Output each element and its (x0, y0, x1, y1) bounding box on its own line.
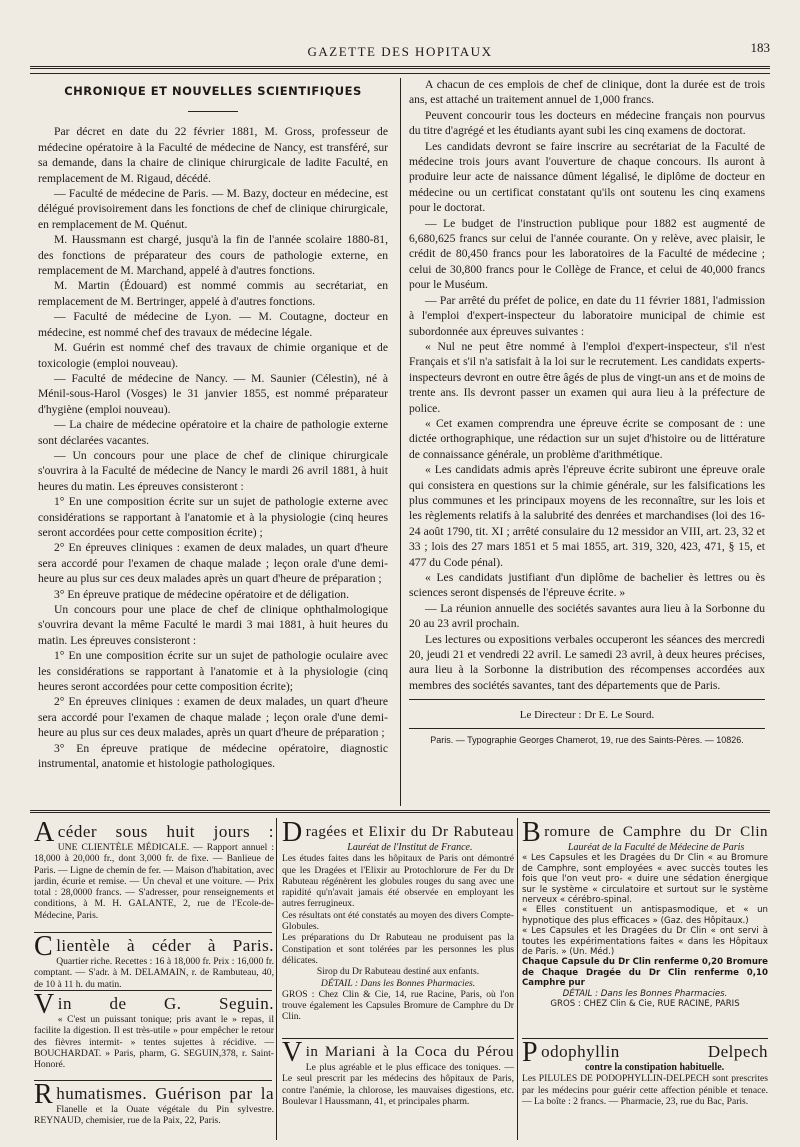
director-rule (409, 699, 765, 700)
paragraph: — Un concours pour une place de chef de clinique chirurgicale s'ouvrira à la Faculté de médecine de Nancy le mardi 26 avril 1881, à huit heures du matin. Les épreuves consisteront : (38, 448, 388, 493)
paragraph: 2° En épreuves cliniques : examen de deux malades, un quart d'heure sera accordé pour l'examen de chaque malade ; leçon orale d'une demi-heure au plus sur ces deux malades après un quart d'heure de préparation ; (38, 541, 388, 586)
paragraph: Peuvent concourir tous les docteurs en médecine français non pourvus du titre d'agrégé et les étudiants ayant subi les cinq examens de doctorat. (409, 108, 765, 138)
ad-headline: odophyllin Delpech (541, 1042, 768, 1061)
ad-detail: DÉTAIL : Dans les Bonnes Pharmacies. (320, 977, 476, 989)
ad-rabuteau (282, 822, 514, 1036)
chronique-right-column (409, 77, 765, 748)
ad-clientele-paris (34, 936, 274, 988)
paragraph: — Faculté de médecine de Nancy. — M. Saunier (Célestin), né à Ménil-sous-Harol (Vosges) le 31 janvier 1855, est nommé préparateur d'hygiène (emploi nouveau). (38, 371, 388, 416)
ad-headline: romure de Camphre du Dr Clin (544, 824, 768, 840)
ad-headline: ragées et Elixir du Dr Rabuteau (305, 824, 514, 840)
ad-podophyllin (522, 1042, 768, 1142)
paragraph: 1° En une composition écrite sur un sujet de pathologie externe avec considérations se rapportant à l'anatomie et à la physiologie (cinq heures seront accordées pour cette composition écrite) ; (38, 495, 388, 539)
paragraph: « Les candidats justifiant d'un diplôme de bachelier ès lettres ou ès sciences seront dispensés de l'épreuve écrite. » (409, 571, 765, 600)
paragraph: « Les candidats admis après l'épreuve écrite subiront une épreuve orale qui consistera en questions sur la chimie générale, sur les falsifications les plus communes et les principaux moyens de les reconnaître, sur les lois et les règlements relatifs à la salubrité des denrées et marchandises (loi des 16-24 août 1790, tit. XI ; arrêté consulaire du 12 messidor an VIII, art. 23, 32 et 33 ; lois des 27 mars 1851 et 5 mai 1855, art. 319, 320, 423, 471, § 15, et 477 du Code pénal). (409, 463, 765, 569)
ad-ceder-clientele (34, 822, 274, 930)
ad-initial: B (522, 822, 542, 848)
paragraph: — Faculté de médecine de Paris. — M. Bazy, docteur en médecine, est délégué provisoirement dans les fonctions de chef de clinique chirurgicale, en remplacement de M. Quénut. (38, 187, 388, 231)
ad-body-2: « Elles constituent un antispasmodique, et « un hypnotique des plus efficaces » (Gaz. des Hôpitaux.) (522, 905, 768, 926)
paragraph: Les lectures ou expositions verbales occuperont les séances des mercredi 20, jeudi 21 et vendredi 22 avril. Le samedi 23 avril, à deux heures précises, aura lieu à la Sorbonne la distribution des récompenses accordées aux membres des sociétés savantes, tant des départements que de Paris. (409, 632, 765, 692)
ad-sep (282, 1038, 514, 1039)
paragraph: M. Guérin est nommé chef des travaux de chimie organique et de toxicologie (emploi nouveau). (38, 341, 388, 370)
paragraph: — La réunion annuelle des sociétés savantes aura lieu à la Sorbonne du 20 au 23 avril prochain. (409, 601, 765, 631)
ad-sep (34, 932, 272, 933)
ad-body: Les PILULES DE PODOPHYLLIN-DELPECH sont prescrites par les médecins pour guérir cette affection pénible et tenace. — La boîte : 2 francs. — Pharmacie, 23, rue du Bac, Paris. (522, 1073, 768, 1107)
paragraph: M. Haussmann est chargé, jusqu'à la fin de l'année scolaire 1880-81, des fonctions de préparateur des cours de pathologie externe, en remplacement de M. Marchand, appelé à d'autres fonctions. (38, 233, 388, 278)
header-rule-thin (30, 73, 770, 74)
header-rule (30, 66, 770, 69)
ad-initial: R (34, 1084, 54, 1110)
ad-body: Le plus agréable et le plus efficace des toniques. — Le seul prescrit par les médecins des hôpitaux de Paris, contre l'anémie, la chlorose, les mauvaises digestions, etc. Boulevar l Haussmann, 41, et principales pharm. (282, 1062, 514, 1107)
right-paragraphs (409, 77, 765, 693)
ad-body: Quartier riche. Recettes : 16 à 18,000 fr. Prix : 16,000 fr. comptant. — S'adr. à M. DELAMAIN, r. de Rambuteau, 40, de 10 à 11 h. du matin. (34, 956, 274, 988)
ad-initial: A (34, 822, 55, 848)
paragraph: — La chaire de médecine opératoire et la chaire de pathologie externe sont déclarées vacantes. (38, 418, 388, 447)
ad-vin-seguin (34, 994, 274, 1076)
paragraph: Les candidats devront se faire inscrire au secrétariat de la Faculté de médecine trois jours avant l'ouverture de chaque concours. Ils auront à produire leur acte de naissance dûment légalisé, le diplôme de docteur en médecine ou un certificat constatant qu'ils ont soutenu les cinq examens pour le doctorat. (409, 139, 765, 215)
chronique-left-column (38, 84, 388, 771)
chronique-title: CHRONIQUE ET NOUVELLES SCIENTIFIQUES (64, 84, 362, 98)
paragraph: « Cet examen comprendra une épreuve écrite se composant de : une dictée orthographique, une rédaction sur un sujet d'histoire ou de littérature de connaissance générale, un problème d'arithmétique. (409, 416, 765, 461)
director-line: Le Directeur : Dr E. Le Sourd. (519, 709, 655, 722)
ad-headline: lientèle à céder à Paris. (56, 936, 274, 955)
ads-top-rule (30, 810, 770, 813)
ad-headline: in de G. Seguin. (57, 994, 274, 1013)
left-paragraphs (38, 124, 388, 771)
paragraph: 2° En épreuves cliniques : examen de deux malades, un quart d'heure sera accordé pour l'examen de chaque malade ; leçon orale d'une demi-heure au plus sur ces deux malades, après un quart d'heure de préparation ; (38, 695, 388, 740)
ad-body-2: Ces résultats ont été constatés au moyen des divers Compte-Globules. (282, 909, 514, 933)
ad-sep (34, 990, 272, 991)
paragraph: — Par arrêté du préfet de police, en date du 11 février 1881, l'admission à l'emploi d'expert-inspecteur du laboratoire municipal de chimie est subordonnée aux épreuves suivantes : (409, 293, 765, 338)
journal-title: GAZETTE DES HOPITAUX (307, 44, 493, 59)
printer-rule (409, 728, 765, 729)
paragraph: M. Martin (Édouard) est nommé commis au secrétariat, en remplacement de M. Bertringer, appelé à d'autres fonctions. (38, 279, 388, 308)
ad-subtitle: Lauréat de l'Institut de France. (347, 842, 473, 853)
column-divider (400, 78, 401, 806)
ad-initial: P (522, 1042, 539, 1068)
title-rule (188, 111, 238, 112)
ad-body-4: Sirop du Dr Rabuteau destiné aux enfants. (316, 966, 480, 978)
ad-headline: in Mariani à la Coca du Pérou (305, 1044, 514, 1060)
paragraph: Par décret en date du 22 février 1881, M. Gross, professeur de médecine opératoire à la Faculté de médecine de Nancy, est transféré, sur sa demande, dans la chaire de clinique chirurgicale de ladite Faculté, en remplacement de M. Rigaud, décédé. (38, 125, 388, 185)
ad-headline: humatismes. Guérison par la (56, 1084, 274, 1103)
ad-subtitle: contre la constipation habituelle. (584, 1062, 725, 1073)
ad-gros: GROS : CHEZ Clin & Cie, RUE RACINE, PARIS (550, 998, 740, 1009)
ad-gros: GROS : Chez Clin & Cie, 14, rue Racine, Paris, où l'on trouve également les Capsules Bromure de Camphre du Dr Clin. (282, 988, 514, 1023)
paragraph: Un concours pour une place de chef de clinique ophthalmologique s'ouvrira devant la même Faculté le mardi 3 mai 1881, à huit heures du matin. Les épreuves consisteront : (38, 603, 388, 647)
ad-body: Les études faites dans les hôpitaux de Paris ont démontré que les Dragées et l'Elixir au Protochlorure de Fer du Dr Rabuteau régénèrent les globules rouges du sang avec une rapidité qu'n'avait jamais été observée en employant les autres ferrugineux. (282, 853, 514, 910)
ad-sep (34, 1080, 272, 1081)
ad-initial: D (282, 822, 303, 848)
paragraph: — Le budget de l'instruction publique pour 1882 est augmenté de 6,680,625 francs sur celui de l'année courante. On y relève, avec plaisir, le crédit de 80,450 francs pour les laboratoires de la Faculté de médecine ; celui de 30,800 francs pour le Collège de France, et celui de 40,000 francs pour le Muséum. (409, 216, 765, 292)
ad-body: Flanelle et la Ouate végétale du Pin sylvestre. REYNAUD, chemisier, rue de la Paix, 22, Paris. (34, 1104, 274, 1127)
page-number: 183 (750, 40, 770, 55)
ads-divider-2 (517, 818, 518, 1140)
ad-initial: V (282, 1042, 303, 1068)
paragraph: 1° En une composition écrite sur un sujet de pathologie oculaire avec les considérations se rapportant à l'anatomie et à la physiologie (cinq heures seront accordées pour cette composition écrite); (38, 649, 388, 694)
ad-rhumatismes (34, 1084, 274, 1142)
ad-subtitle: Lauréat de la Faculté de Médecine de Paris (567, 842, 745, 853)
ad-body-4: Chaque Capsule du Dr Clin renferme 0,20 Bromure de Chaque Dragée du Dr Clin renferme 0,10 Camphre pur (522, 957, 768, 989)
paragraph: 3° En épreuve pratique de médecine opératoire, diagnostic instrumental, anatomie et histologie pathologiques. (38, 741, 388, 771)
ad-body: « Les Capsules et les Dragées du Dr Clin « au Bromure de Camphre, sont employées « avec succès toutes les fois que l'on veut pro- « duire une sédation énergique sur le système « circulatoire et surtout sur le système nerveux « cérébro-spinal. (522, 853, 768, 905)
ad-body: UNE CLIENTÈLE MÉDICALE. — Rapport annuel : 18,000 à 20,000 fr., dont 3,000 fr. de fixe. — Banlieue de Paris. — Ligne de chemin de fer. — Maison d'habitation, avec jardin, écurie et remise. — Un cheval et une voiture. — Prix total : 28,0000 francs. — S'adresser, pour renseignements et conditions, à M. H. GALANTE, 2, rue de l'Ecole-de-Médecine, Paris. (34, 842, 274, 921)
paragraph: « Nul ne peut être nommé à l'emploi d'expert-inspecteur, s'il n'est Français et s'il n'a satisfait à la loi sur le recrutement. Les candidats experts-inspecteurs devront en outre être âgés de plus de vingt-un ans et de moins de trente ans. Ils devront passer un examen qui aura lieu à la préfecture de police. (409, 339, 765, 415)
ad-body: « C'est un puissant tonique; pris avant le » repas, il facilite la digestion. Il est très-utile » pour empêcher le retour des fièvres intermit- » tentes sujettes à récidive. — BOUCHARDAT. » Paris, pharm, G. SEGUIN,378, r. Saint-Honoré. (34, 1014, 274, 1071)
paragraph: — Faculté de médecine de Lyon. — M. Coutagne, docteur en médecine, est nommé chef des travaux de médecine légale. (38, 310, 388, 339)
ad-vin-mariani (282, 1042, 514, 1142)
printer-line: Paris. — Typographie Georges Chamerot, 19, rue des Saints-Pères. — 10826. (430, 734, 744, 745)
ad-body-3: « Les Capsules et les Dragées du Dr Clin « ont servi à toutes les expérimentations faites « dans les Hôpitaux de Paris. » (Un. Méd.) (522, 926, 768, 957)
paragraph: 3° En épreuve pratique de médecine opératoire et de déligation. (54, 587, 349, 601)
paragraph: A chacun de ces emplois de chef de clinique, dont la durée est de trois ans, est attaché un traitement annuel de 1,000 francs. (409, 78, 765, 107)
ad-initial: C (34, 936, 54, 962)
ad-bromure-camphre (522, 822, 768, 1036)
ad-sep (522, 1038, 768, 1039)
ad-initial: V (34, 994, 55, 1020)
ads-divider-1 (276, 818, 277, 1140)
ad-body-3: Les préparations du Dr Rabuteau ne produisent pas la Constipation et sont tolérées par les personnes les plus délicates. (282, 932, 514, 966)
ad-headline: céder sous huit jours : (57, 822, 274, 841)
ad-detail: DÉTAIL : Dans les Bonnes Pharmacies. (562, 988, 728, 999)
